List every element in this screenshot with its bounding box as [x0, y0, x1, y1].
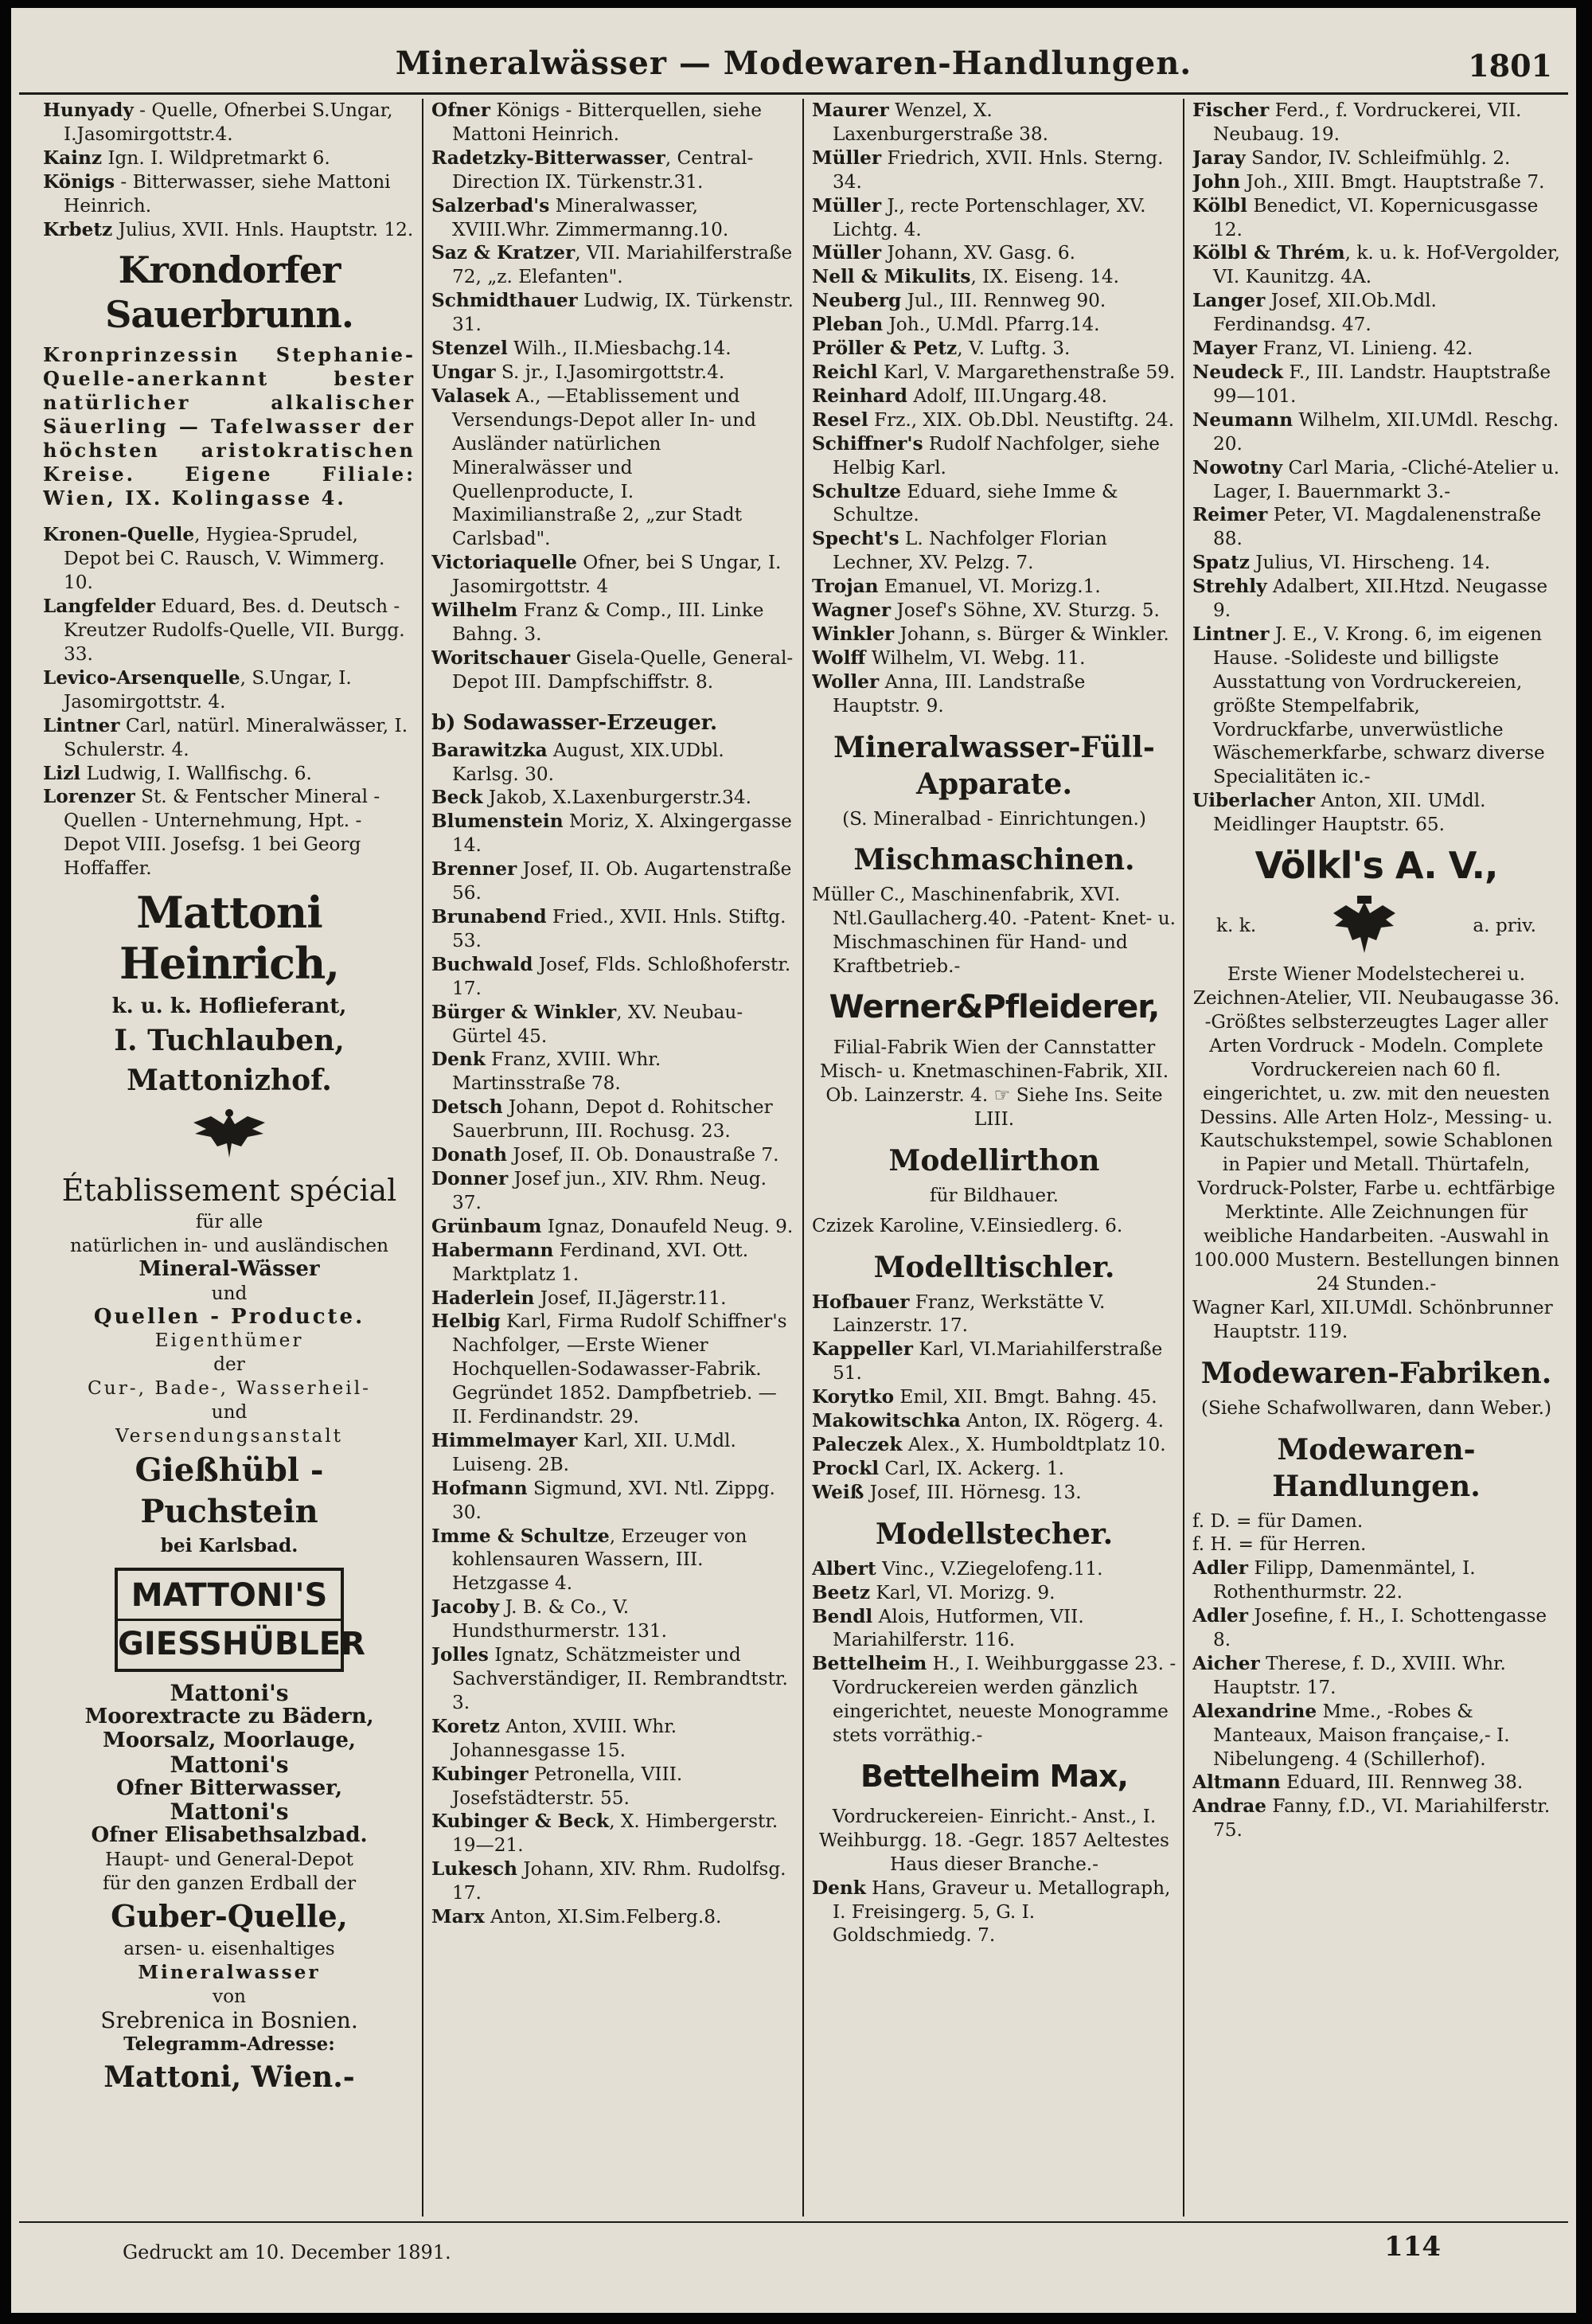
col3-entries-b — [812, 1291, 1176, 1505]
directory-entry: Specht's L. Nachfolger Florian Lechner, XV. Pelzg. 7. — [812, 528, 1107, 574]
directory-entry: Hofbauer Franz, Werkstätte V. Lainzerstr. 17. — [812, 1291, 1106, 1337]
directory-entry: Lintner Carl, natürl. Mineralwässer, I. Schulerstr. 4. — [43, 714, 408, 760]
voelkl-name: Völkl's A. V., — [1254, 844, 1498, 888]
print-date: Gedruckt am 10. December 1891. — [123, 2241, 451, 2263]
directory-entry: Beck Jakob, X.Laxenburgerstr.34. — [431, 787, 751, 809]
entry-name: Hunyady — [43, 100, 134, 121]
directory-entry: Müller Friedrich, XVII. Hnls. Sterng. 34. — [812, 146, 1164, 193]
col3-entries-d — [812, 1877, 1176, 1948]
entry-name: Kubinger — [431, 1763, 529, 1785]
entry-name: Maurer — [812, 100, 889, 121]
header-rule — [19, 92, 1568, 95]
directory-entry: Helbig Karl, Firma Rudolf Schiffner's Nachfolger, —Erste Wiener Hochquellen-Sodawasser-Fabrik. Gegründet 1852. Dampfbetrieb. —II. Ferdinandstr. 29. — [431, 1310, 787, 1428]
directory-entry: Pleban Joh., U.Mdl. Pfarrg.14. — [812, 314, 1100, 336]
directory-entry: Lorenzer St. & Fentscher Mineral - Quellen - Unternehmung, Hpt. - Depot VIII. Josefsg. 1 bei Georg Hoffaffer. — [43, 786, 380, 880]
entry-name: Radetzky-Bitterwasser — [431, 146, 665, 169]
krondorfer-title: Krondorfer Sauerbrunn. — [105, 248, 353, 337]
directory-entry: Ofner Königs - Bitterquellen, siehe Mattoni Heinrich. — [431, 100, 763, 145]
entry-name: Pröller & Petz — [812, 338, 958, 360]
entry-name: Ungar — [431, 361, 496, 383]
entry-name: Hofbauer — [812, 1291, 910, 1313]
entry-name: Levico-Arsenquelle — [43, 666, 240, 689]
column-4 — [1192, 99, 1560, 2217]
col3-entries-a — [812, 99, 1176, 718]
entry-name: Müller — [812, 194, 882, 217]
entry-name: Himmelmayer — [431, 1429, 578, 1451]
column-divider-1 — [422, 99, 423, 2217]
entry-name: Denk — [812, 1877, 866, 1899]
entry-name: Bendl — [812, 1605, 873, 1627]
mattoni-t14: Moorextracte zu Bädern, — [84, 1704, 374, 1728]
directory-entry: Weiß Josef, III. Hörnesg. 13. — [812, 1481, 1082, 1503]
modewaren-fabriken-sub: (Siehe Schafwollwaren, dann Weber.) — [1200, 1396, 1552, 1419]
entry-name: Adler — [1192, 1557, 1248, 1580]
directory-entry: Brunabend Fried., XVII. Hnls. Stiftg. 53. — [431, 906, 786, 951]
directory-entry: Paleczek Alex., X. Humboldtplatz 10. — [812, 1433, 1166, 1455]
werner-pfleiderer-text: Filial-Fabrik Wien der Cannstatter Misch- u. Knetmaschinen-Fabrik, XII. Ob. Lainzerstr. 4. ☞ Siehe Ins. Seite LIII. — [819, 1037, 1169, 1130]
entry-name: Reichl — [812, 361, 878, 383]
entry-name: Müller — [812, 146, 882, 169]
entry-name: Uiberlacher — [1192, 790, 1315, 812]
directory-entry: Ungar S. jr., I.Jasomirgottstr.4. — [431, 361, 725, 383]
entry-name: Neumann — [1192, 408, 1294, 431]
column-1 — [43, 99, 416, 2217]
directory-entry: Nell & Mikulits, IX. Eiseng. 14. — [812, 266, 1119, 288]
directory-entry: Kubinger Petronella, VIII. Josefstädterstr. 55. — [431, 1763, 683, 1809]
entry-name: Salzerbad's — [431, 194, 550, 217]
entry-name: Korytko — [812, 1386, 895, 1408]
directory-entry: Kainz Ign. I. Wildpretmarkt 6. — [43, 146, 330, 169]
entry-name: Wolff — [812, 646, 866, 669]
modewaren-handlungen-heading: Modewaren-Handlungen. — [1272, 1432, 1481, 1503]
entry-name: Krbetz — [43, 218, 113, 240]
directory-entry: Woritschauer Gisela-Quelle, General-Depot III. Dampfschiffstr. 8. — [431, 646, 794, 693]
directory-entry: Langfelder Eduard, Bes. d. Deutsch - Kreutzer Rudolfs-Quelle, VII. Burgg. 33. — [43, 596, 405, 665]
entry-name: John — [1192, 170, 1241, 193]
directory-entry: Korytko Emil, XII. Bmgt. Bahng. 45. — [812, 1386, 1157, 1408]
directory-entry: Winkler Johann, s. Bürger & Winkler. — [812, 623, 1169, 645]
entry-name: Woritschauer — [431, 646, 571, 669]
mattoni-t21: für den ganzen Erdball der — [102, 1873, 357, 1895]
entry-name: Valasek — [431, 385, 510, 407]
entry-name: Jacoby — [431, 1596, 500, 1619]
entry-name: Bürger & Winkler — [431, 1001, 617, 1023]
entry-name: Wilhelm — [431, 600, 518, 622]
col4-entries-b — [1192, 1556, 1560, 1842]
directory-entry: Jacoby J. B. & Co., V. Hundsthurmerstr. 131. — [431, 1596, 668, 1642]
mattoni-t7: der — [213, 1353, 245, 1376]
directory-entry: Jaray Sandor, IV. Schleifmühlg. 2. — [1192, 146, 1511, 169]
entry-name: Mayer — [1192, 338, 1258, 360]
entry-name: Woller — [812, 670, 880, 693]
modellirthon-heading: Modellirthon — [888, 1143, 1100, 1178]
mattoni-t27: Telegramm-Adresse: — [123, 2033, 335, 2055]
column-divider-2 — [802, 99, 804, 2217]
entry-name: Albert — [812, 1557, 876, 1580]
entry-name: Specht's — [812, 528, 899, 550]
entry-name: Barawitzka — [431, 739, 548, 761]
mattoni-giesshuebler-logo — [115, 1568, 365, 1672]
entry-name: Kölbl & Thrém — [1192, 242, 1345, 264]
page-header — [11, 8, 1576, 88]
directory-entry: Spatz Julius, VI. Hirscheng. 14. — [1192, 552, 1491, 574]
directory-entry: Valasek A., —Etablissement und Versendungs-Depot aller In- und Ausländer natürlichen Mineralwässer und Quellenproducte, I. Maximilianstraße 2, „zur Stadt Carlsbad". — [431, 385, 756, 550]
mattoni-t9: und — [211, 1401, 248, 1424]
entry-name: Brunabend — [431, 906, 547, 928]
directory-entry: Barawitzka August, XIX.UDbl. Karlsg. 30. — [431, 739, 724, 785]
mattoni-t12: bei Karlsbad. — [160, 1535, 298, 1556]
mattoni-etab: Établissement spécial — [61, 1172, 397, 1208]
entry-name: Resel — [812, 408, 868, 431]
directory-entry: Detsch Johann, Depot d. Rohitscher Sauerbrunn, III. Rochusg. 23. — [431, 1096, 773, 1142]
entry-name: Beck — [431, 787, 483, 809]
entry-name: Kappeller — [812, 1338, 913, 1361]
entry-name: Helbig — [431, 1310, 501, 1333]
mattoni-t26: Srebrenica in Bosnien. — [100, 2006, 358, 2033]
misch-entry: Müller C., Maschinenfabrik, XVI. Ntl.Gaullacherg.40. -Patent- Knet- u. Mischmaschinen für Hand- und Kraftbetrieb.- — [812, 884, 1176, 978]
directory-entry: Wagner Josef's Söhne, XV. Sturzg. 5. — [812, 600, 1160, 622]
imperial-eagle-icon — [1329, 894, 1400, 958]
directory-entry: Lintner J. E., V. Krong. 6, im eigenen Hause. -Solideste und billigste Ausstattung von Vordruckereien, größte Stempelfabrik, Vordruckfarbe, unverwüstliche Wäschemerkfarbe, schwarz diverse Specialitäten ic.- — [1192, 623, 1545, 788]
entry-name: Grünbaum — [431, 1215, 542, 1237]
col2-entries-b — [431, 739, 796, 1929]
col4-entries-a — [1192, 99, 1560, 837]
directory-entry: Schultze Eduard, siehe Imme & Schultze. — [812, 480, 1118, 526]
entry-name: Schmidthauer — [431, 290, 578, 312]
modelltischler-heading: Modelltischler. — [873, 1250, 1115, 1284]
directory-entry: Kappeller Karl, VI.Mariahilferstraße 51. — [812, 1338, 1163, 1385]
entry-name: Donner — [431, 1167, 509, 1189]
double-eagle-icon — [185, 1108, 273, 1164]
entry-name: Jolles — [431, 1644, 489, 1666]
entry-name: Lizl — [43, 762, 81, 784]
directory-entry: Adler Josefine, f. H., I. Schottengasse 8. — [1192, 1605, 1547, 1651]
directory-entry: Imme & Schultze, Erzeuger von kohlensauren Wassern, III. Hetzgasse 4. — [431, 1525, 747, 1595]
entry-name: Langfelder — [43, 596, 156, 618]
directory-entry: Denk Franz, XVIII. Whr. Martinsstraße 78. — [431, 1049, 661, 1095]
directory-entry: Hofmann Sigmund, XVI. Ntl. Zippg. 30. — [431, 1477, 775, 1523]
footer-rule — [19, 2221, 1568, 2223]
entry-name: Trojan — [812, 576, 879, 598]
entry-name: Blumenstein — [431, 810, 564, 833]
directory-entry: Pröller & Petz, V. Luftg. 3. — [812, 338, 1071, 360]
mattoni-t24: Mineralwasser — [138, 1961, 321, 1983]
directory-entry: Lizl Ludwig, I. Wallfischg. 6. — [43, 762, 312, 784]
directory-entry: Fischer Ferd., f. Vordruckerei, VII. Neubaug. 19. — [1192, 100, 1522, 145]
directory-entry: Neuberg Jul., III. Rennweg 90. — [812, 290, 1106, 312]
directory-entry: Marx Anton, XI.Sim.Felberg.8. — [431, 1906, 722, 1928]
entry-name: Winkler — [812, 623, 895, 645]
directory-entry: Altmann Eduard, III. Rennweg 38. — [1192, 1771, 1524, 1794]
page-title: Mineralwässer — Modewaren-Handlungen. — [395, 45, 1192, 82]
directory-entry: Neudeck F., III. Landstr. Hauptstraße 99—101. — [1192, 361, 1551, 407]
entry-name: Neudeck — [1192, 361, 1283, 383]
mattoni-t11: Gießhübl - Puchstein — [135, 1451, 324, 1530]
entry-name: Weiß — [812, 1481, 864, 1503]
mattoni-t22: Guber-Quelle, — [111, 1898, 348, 1935]
mattoni-t10: Versendungsanstalt — [115, 1425, 343, 1447]
mattoni-line1: k. u. k. Hoflieferant, — [111, 994, 347, 1019]
directory-entry: Königs - Bitterwasser, siehe Mattoni Heinrich. — [43, 170, 391, 217]
entry-name: Kubinger & Beck — [431, 1810, 610, 1833]
directory-entry: Blumenstein Moriz, X. Alxingergasse 14. — [431, 810, 792, 857]
entry-name: Makowitschka — [812, 1410, 961, 1432]
mattoni-t17: Ofner Bitterwasser, — [115, 1775, 343, 1800]
directory-entry: Denk Hans, Graveur u. Metallograph, I. Freisingerg. 5, G. I. Goldschmiedg. 7. — [812, 1877, 1171, 1947]
directory-entry: Bettelheim H., I. Weihburggasse 23. -Vordruckereien werden gänzlich eingerichtet, neueste Monogramme stets vorräthig.- — [812, 1653, 1176, 1747]
directory-entry: Wolff Wilhelm, VI. Webg. 11. — [812, 646, 1086, 669]
mattoni-name: Mattoni Heinrich, — [119, 887, 340, 990]
col1-entries-top — [43, 99, 416, 241]
entry-name: Buchwald — [431, 953, 533, 975]
entry-name: Bettelheim — [812, 1653, 927, 1675]
directory-entry: Brenner Josef, II. Ob. Augartenstraße 56. — [431, 858, 792, 904]
entry-name: Adler — [1192, 1605, 1248, 1627]
column-divider-3 — [1183, 99, 1184, 2217]
directory-entry: Kronen-Quelle, Hygiea-Sprudel, Depot bei C. Rausch, V. Wimmerg. 10. — [43, 524, 385, 594]
directory-entry: Adler Filipp, Damenmäntel, I. Rothenthurmstr. 22. — [1192, 1557, 1476, 1603]
modewaren-fabriken-heading: Modewaren-Fabriken. — [1200, 1356, 1552, 1390]
entry-name: Koretz — [431, 1715, 500, 1737]
page-number: 1801 — [1468, 48, 1552, 84]
entry-name: Paleczek — [812, 1433, 903, 1455]
directory-entry: Reimer Peter, VI. Magdalenenstraße 88. — [1192, 504, 1542, 550]
entry-name: Wagner — [812, 600, 892, 622]
entry-name: Lintner — [43, 714, 120, 736]
mattoni-t2: natürlichen in- und ausländischen — [69, 1234, 389, 1256]
directory-entry: Buchwald Josef, Flds. Schloßhoferstr. 17. — [431, 953, 791, 999]
mattoni-t5: Quellen - Producte. — [93, 1304, 365, 1329]
directory-entry: Donath Josef, II. Ob. Donaustraße 7. — [431, 1144, 779, 1166]
mattoni-t8: Cur-, Bade-, Wasserheil- — [88, 1377, 371, 1400]
entry-name: Nowotny — [1192, 456, 1283, 478]
mattoni-t1: für alle — [195, 1210, 263, 1232]
entry-name: Reimer — [1192, 504, 1268, 526]
modellirthon-entry: Czizek Karoline, V.Einsiedlerg. 6. — [812, 1214, 1123, 1236]
directory-entry: Prockl Carl, IX. Ackerg. 1. — [812, 1457, 1065, 1479]
entry-name: Neuberg — [812, 290, 902, 312]
directory-entry: Donner Josef jun., XIV. Rhm. Neug. 37. — [431, 1167, 767, 1213]
mineralwasser-fuell-apparate-heading: Mineralwasser-Füll-Apparate. — [833, 730, 1155, 801]
directory-entry: Hunyady - Quelle, Ofnerbei S.Ungar, I.Jasomirgottstr.4. — [43, 100, 393, 145]
directory-entry: Alexandrine Mme., -Robes & Manteaux, Maison française,- I. Nibelungeng. 4 (Schillerhof). — [1192, 1700, 1510, 1770]
directory-entry: Nowotny Carl Maria, -Cliché-Atelier u. Lager, I. Bauernmarkt 3.- — [1192, 456, 1560, 502]
entry-name: Habermann — [431, 1239, 554, 1261]
footer-page-number: 114 — [1384, 2231, 1441, 2263]
directory-entry: Schmidthauer Ludwig, IX. Türkenstr. 31. — [431, 290, 794, 336]
entry-name: Jaray — [1192, 146, 1246, 169]
col2-entries-a — [431, 99, 796, 694]
mattoni-line2: I. Tuchlauben, Mattonizhof. — [114, 1023, 345, 1097]
directory-entry: Grünbaum Ignaz, Donaufeld Neug. 9. — [431, 1215, 794, 1237]
directory-entry: Lukesch Johann, XIV. Rhm. Rudolfsg. 17. — [431, 1858, 786, 1904]
directory-entry: Schiffner's Rudolf Nachfolger, siehe Helbig Karl. — [812, 432, 1161, 478]
directory-entry: Müller Johann, XV. Gasg. 6. — [812, 242, 1076, 264]
entry-name: Victoriaquelle — [431, 552, 577, 574]
directory-entry: Langer Josef, XII.Ob.Mdl. Ferdinandsg. 47. — [1192, 290, 1437, 336]
directory-entry: Resel Frz., XIX. Ob.Dbl. Neustiftg. 24. — [812, 408, 1175, 431]
directory-entry: Himmelmayer Karl, XII. U.Mdl. Luiseng. 2B. — [431, 1429, 736, 1475]
entry-name: Reinhard — [812, 385, 908, 407]
entry-name: Prockl — [812, 1457, 880, 1479]
entry-name: Brenner — [431, 858, 517, 881]
abbreviation-herren: f. H. = für Herren. — [1192, 1533, 1367, 1556]
mattoni-t6: Eigenthümer — [154, 1330, 304, 1352]
mineralwasser-fuell-apparate-sub: (S. Mineralbad - Einrichtungen.) — [842, 807, 1146, 830]
directory-entry: Aicher Therese, f. D., XVIII. Whr. Hauptstr. 17. — [1192, 1652, 1506, 1698]
directory-entry: Reichl Karl, V. Margarethenstraße 59. — [812, 361, 1176, 383]
entry-name: Denk — [431, 1049, 486, 1071]
soda-heading: b) Sodawasser-Erzeuger. — [431, 710, 718, 735]
directory-entry: Habermann Ferdinand, XVI. Ott. Marktplatz 1. — [431, 1239, 749, 1285]
directory-entry: Kölbl & Thrém, k. u. k. Hof-Vergolder, VI. Kaunitzg. 4A. — [1192, 242, 1560, 288]
entry-name: Strehly — [1192, 576, 1267, 598]
directory-entry: Radetzky-Bitterwasser, Central-Direction IX. Türkenstr.31. — [431, 146, 754, 193]
directory-entry: Reinhard Adolf, III.Ungarg.48. — [812, 385, 1108, 407]
mattoni-t16: Mattoni's — [170, 1751, 289, 1778]
voelkl-kk: k. k. — [1216, 915, 1257, 937]
mattoni-t19: Ofner Elisabethsalzbad. — [91, 1823, 368, 1848]
directory-entry: Salzerbad's Mineralwasser, XVIII.Whr. Zimmermanng.10. — [431, 194, 729, 240]
col3-entries-c — [812, 1557, 1176, 1748]
directory-entry: Makowitschka Anton, IX. Rögerg. 4. — [812, 1410, 1165, 1432]
directory-entry: Kölbl Benedict, VI. Kopernicusgasse 12. — [1192, 194, 1539, 240]
mattoni-t4: und — [211, 1282, 248, 1304]
mattoni-t20: Haupt- und General-Depot — [105, 1849, 353, 1871]
entry-name: Spatz — [1192, 552, 1250, 574]
entry-name: Hofmann — [431, 1477, 528, 1499]
voelkl-text: Erste Wiener Modelstecherei u. Zeichnen-Atelier, VII. Neubaugasse 36. -Größtes selbsterzeugtes Lager aller Arten Vordruck - Modeln. Complete Vordruckereien nach 60 fl. eingerichtet, u. zw. mit den neuesten Dessins. Alle Arten Holz-, Messing- u. Kautschukstempel, sowie Schablonen in Papier und Metall. Thürtafeln, Vordruck-Polster, Farbe u. echtfärbige Merktinte. Alle Zeichnungen für weibliche Handarbeiten. -Auswahl in 100.000 Mustern. Bestellungen binnen 24 Stunden.- — [1192, 963, 1560, 1295]
mattoni-t25: von — [213, 1985, 246, 2007]
directory-entry: Koretz Anton, XVIII. Whr. Johannesgasse 15. — [431, 1715, 677, 1761]
directory-entry: Maurer Wenzel, X. Laxenburgerstraße 38. — [812, 100, 1049, 145]
mattoni-t28: Mattoni, Wien.- — [103, 2060, 355, 2094]
entry-name: Lorenzer — [43, 786, 135, 808]
wagner-entry: Wagner Karl, XII.UMdl. Schönbrunner Hauptstr. 119. — [1192, 1296, 1553, 1342]
bettelheim-max-name: Bettelheim Max, — [860, 1758, 1128, 1794]
entry-name: Haderlein — [431, 1287, 535, 1309]
entry-name: Lukesch — [431, 1858, 518, 1881]
entry-name: Andrae — [1192, 1795, 1267, 1818]
entry-name: Stenzel — [431, 338, 508, 360]
entry-name: Fischer — [1192, 100, 1270, 121]
directory-page — [11, 8, 1576, 2313]
col1-entries-mid — [43, 523, 416, 881]
directory-entry: Saz & Kratzer, VII. Mariahilferstraße 72, „z. Elefanten". — [431, 242, 793, 288]
directory-entry: Neumann Wilhelm, XII.UMdl. Reschg. 20. — [1192, 408, 1559, 455]
mattoni-t18: Mattoni's — [170, 1799, 289, 1826]
entry-name: Saz & Kratzer — [431, 242, 576, 264]
modellirthon-sub: für Bildhauer. — [929, 1184, 1059, 1206]
directory-entry: Levico-Arsenquelle, S.Ungar, I. Jasomirgottstr. 4. — [43, 666, 352, 713]
mattoni-t13: Mattoni's — [170, 1679, 289, 1706]
entry-name: Kronen-Quelle — [43, 524, 195, 546]
entry-name: Pleban — [812, 314, 884, 336]
directory-entry: Uiberlacher Anton, XII. UMdl. Meidlinger Hauptstr. 65. — [1192, 790, 1486, 836]
entry-name: Detsch — [431, 1096, 503, 1119]
directory-entry: Müller J., recte Portenschlager, XV. Lichtg. 4. — [812, 194, 1146, 240]
directory-entry: Wilhelm Franz & Comp., III. Linke Bahng. 3. — [431, 600, 764, 645]
mischmaschinen-heading: Mischmaschinen. — [853, 843, 1135, 877]
mattoni-t3: Mineral-Wässer — [139, 1256, 320, 1281]
directory-entry: Kubinger & Beck, X. Himbergerstr. 19—21. — [431, 1810, 778, 1857]
directory-entry: Victoriaquelle Ofner, bei S Ungar, I. Jasomirgottstr. 4 — [431, 552, 782, 598]
entry-name: Imme & Schultze — [431, 1525, 610, 1547]
modellstecher-heading: Modellstecher. — [875, 1517, 1114, 1551]
logo-line-2: GIESSHÜBLER — [118, 1619, 341, 1664]
entry-name: Königs — [43, 170, 115, 193]
directory-entry: Jolles Ignatz, Schätzmeister und Sachverständiger, II. Rembrandtstr. 3. — [431, 1644, 788, 1713]
entry-name: Donath — [431, 1144, 508, 1166]
directory-entry: Strehly Adalbert, XII.Htzd. Neugasse 9. — [1192, 576, 1548, 622]
entry-name: Nell & Mikulits — [812, 266, 971, 288]
entry-name: Ofner — [431, 100, 491, 121]
voelkl-priv: a. priv. — [1473, 915, 1536, 937]
directory-entry: John Joh., XIII. Bmgt. Hauptstraße 7. — [1192, 170, 1545, 193]
directory-entry: Mayer Franz, VI. Linieng. 42. — [1192, 338, 1473, 360]
directory-entry: Haderlein Josef, II.Jägerstr.11. — [431, 1287, 727, 1309]
entry-name: Alexandrine — [1192, 1700, 1317, 1722]
entry-name: Kainz — [43, 146, 103, 169]
entry-name: Müller — [812, 242, 882, 264]
mattoni-t15: Moorsalz, Moorlauge, — [103, 1728, 356, 1752]
abbreviation-damen: f. D. = für Damen. — [1192, 1510, 1364, 1532]
entry-name: Langer — [1192, 290, 1266, 312]
entry-name: Schiffner's — [812, 432, 923, 455]
entry-name: Aicher — [1192, 1652, 1260, 1674]
entry-name: Altmann — [1192, 1771, 1281, 1794]
entry-name: Schultze — [812, 480, 902, 502]
krondorfer-body: Kronprinzessin Stephanie-Quelle-anerkannt bester natürlicher alkalischer Säuerling — Tafelwasser der höchsten aristokratischen Kreise. Eigene Filiale: Wien, IX. Kolingasse 4. — [43, 343, 416, 510]
directory-entry: Stenzel Wilh., II.Miesbachg.14. — [431, 338, 732, 360]
directory-entry: Trojan Emanuel, VI. Morizg.1. — [812, 576, 1101, 598]
voelkl-emblem-row — [1192, 894, 1560, 958]
directory-entry: Beetz Karl, VI. Morizg. 9. — [812, 1581, 1055, 1603]
entry-name: Marx — [431, 1906, 485, 1928]
werner-pfleiderer-name: Werner&Pfleiderer, — [829, 989, 1160, 1026]
directory-entry: Bürger & Winkler, XV. Neubau-Gürtel 45. — [431, 1001, 743, 1047]
logo-line-1: MATTONI'S — [131, 1576, 328, 1614]
bettelheim-max-text: Vordruckereien- Einricht.- Anst., I. Weihburgg. 18. -Gegr. 1857 Aeltestes Haus dieser Branche.- — [819, 1805, 1169, 1875]
directory-entry: Woller Anna, III. Landstraße Hauptstr. 9. — [812, 670, 1086, 717]
directory-entry: Bendl Alois, Hutformen, VII. Mariahilferstr. 116. — [812, 1605, 1084, 1651]
mattoni-t23: arsen- u. eisenhaltiges — [123, 1938, 335, 1960]
directory-entry: Krbetz Julius, XVII. Hnls. Hauptstr. 12. — [43, 218, 414, 240]
entry-name: Lintner — [1192, 623, 1270, 645]
column-2 — [431, 99, 796, 2217]
directory-entry: Andrae Fanny, f.D., VI. Mariahilferstr. 75. — [1192, 1795, 1551, 1842]
column-3 — [812, 99, 1176, 2217]
entry-name: Beetz — [812, 1581, 870, 1603]
entry-name: Kölbl — [1192, 194, 1247, 217]
directory-entry: Albert Vinc., V.Ziegelofeng.11. — [812, 1557, 1103, 1580]
